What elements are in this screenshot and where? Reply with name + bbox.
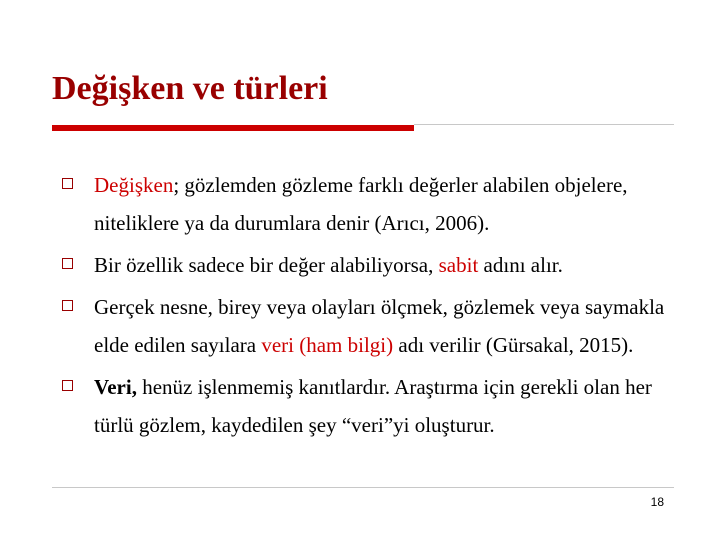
hollow-square-icon	[62, 300, 73, 311]
hollow-square-icon	[62, 380, 73, 391]
term-veri: Veri,	[94, 375, 137, 399]
title-underline-accent	[52, 125, 414, 131]
hollow-square-icon	[62, 178, 73, 189]
bullet-text: Bir özellik sadece bir değer alabiliyorsa,	[94, 253, 439, 277]
hollow-square-icon	[62, 258, 73, 269]
bullet-text: henüz işlenmemiş kanıtlardır. Araştırma için gerekli olan her türlü gözlem, kaydedilen şey “veri”yi oluşturur.	[94, 375, 652, 437]
term-sabit: sabit	[438, 253, 479, 277]
term-degisken: Değişken	[94, 173, 174, 197]
bullet-text: adını alır.	[478, 253, 563, 277]
term-veri-ham-bilgi: veri (ham bilgi)	[261, 333, 394, 357]
footer-rule	[52, 487, 674, 488]
page-number: 18	[650, 495, 664, 509]
bullet-text: adı verilir (Gürsakal, 2015).	[393, 333, 634, 357]
bullet-item-veri-ham-bilgi	[62, 288, 682, 364]
bullet-text: ; gözlemden gözleme farklı değerler alabilen objelere, niteliklere ya da durumlara denir (Arıcı, 2006).	[94, 173, 628, 235]
bullet-list	[62, 166, 682, 448]
slide-title: Değişken ve türleri	[52, 70, 328, 107]
bullet-item-sabit	[62, 246, 682, 284]
bullet-item-veri	[62, 368, 682, 444]
bullet-item-degisken	[62, 166, 682, 242]
bullet-text: Gerçek nesne, birey veya olayları ölçmek, gözlemek veya saymakla elde edilen sayılara	[94, 295, 665, 357]
title-underline-rule	[414, 124, 674, 125]
